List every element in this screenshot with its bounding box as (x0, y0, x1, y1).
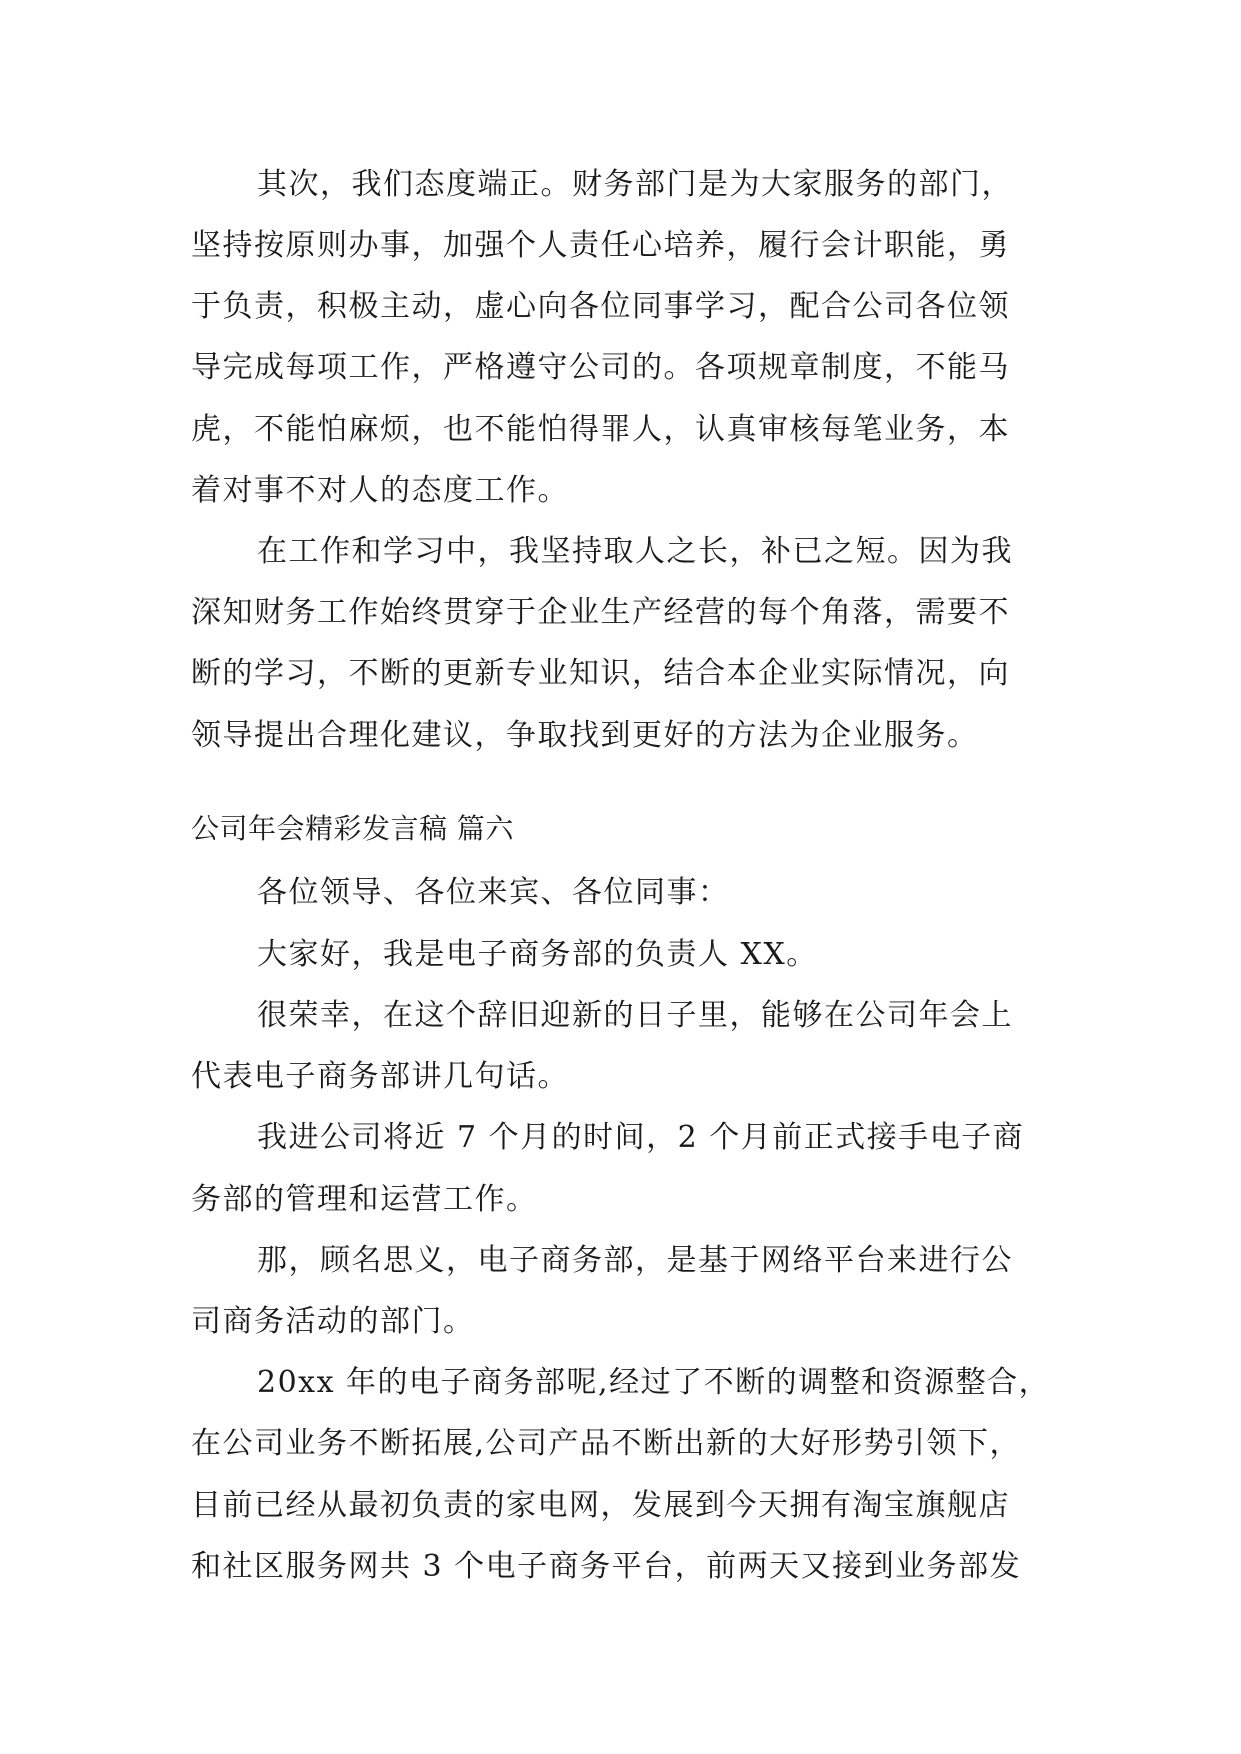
paragraph-line: 虎，不能怕麻烦，也不能怕得罪人，认真审核每笔业务，本 (191, 412, 1010, 447)
paragraph-line: 很荣幸，在这个辞旧迎新的日子里，能够在公司年会上 (257, 998, 1013, 1033)
paragraph-line: 大家好，我是电子商务部的负责人 XX。 (257, 937, 818, 972)
paragraph-line: 坚持按原则办事，加强个人责任心培养，履行会计职能，勇 (191, 228, 1010, 263)
salutation-line: 各位领导、各位来宾、各位同事： (257, 875, 730, 910)
paragraph-line: 于负责，积极主动，虚心向各位同事学习，配合公司各位领 (191, 289, 1010, 324)
paragraph-line: 在公司业务不断拓展,公司产品不断出新的大好形势引领下， (191, 1426, 1022, 1461)
paragraph-line: 着对事不对人的态度工作。 (191, 473, 569, 508)
paragraph-line: 我进公司将近 7 个月的时间，2 个月前正式接手电子商 (257, 1120, 1025, 1155)
paragraph-line: 务部的管理和运营工作。 (191, 1182, 538, 1217)
paragraph-line: 其次，我们态度端正。财务部门是为大家服务的部门， (257, 167, 1013, 202)
paragraph-line: 和社区服务网共 3 个电子商务平台，前两天又接到业务部发 (191, 1549, 1022, 1584)
paragraph-line: 领导提出合理化建议，争取找到更好的方法为企业服务。 (191, 718, 979, 753)
paragraph-line: 那，顾名思义，电子商务部，是基于网络平台来进行公 (257, 1243, 1013, 1278)
paragraph-line: 20xx 年的电子商务部呢,经过了不断的调整和资源整合， (257, 1365, 1051, 1400)
paragraph-line: 断的学习，不断的更新专业知识，结合本企业实际情况，向 (191, 656, 1010, 691)
paragraph-line: 司商务活动的部门。 (191, 1304, 475, 1339)
paragraph-line: 代表电子商务部讲几句话。 (191, 1059, 569, 1094)
section-heading: 公司年会精彩发言稿 篇六 (191, 812, 514, 845)
paragraph-line: 深知财务工作始终贯穿于企业生产经营的每个角落，需要不 (191, 595, 1010, 630)
paragraph-line: 在工作和学习中，我坚持取人之长，补已之短。因为我 (257, 534, 1013, 569)
paragraph-line: 导完成每项工作，严格遵守公司的。各项规章制度，不能马 (191, 350, 1010, 385)
paragraph-line: 目前已经从最初负责的家电网，发展到今天拥有淘宝旗舰店 (191, 1488, 1010, 1523)
